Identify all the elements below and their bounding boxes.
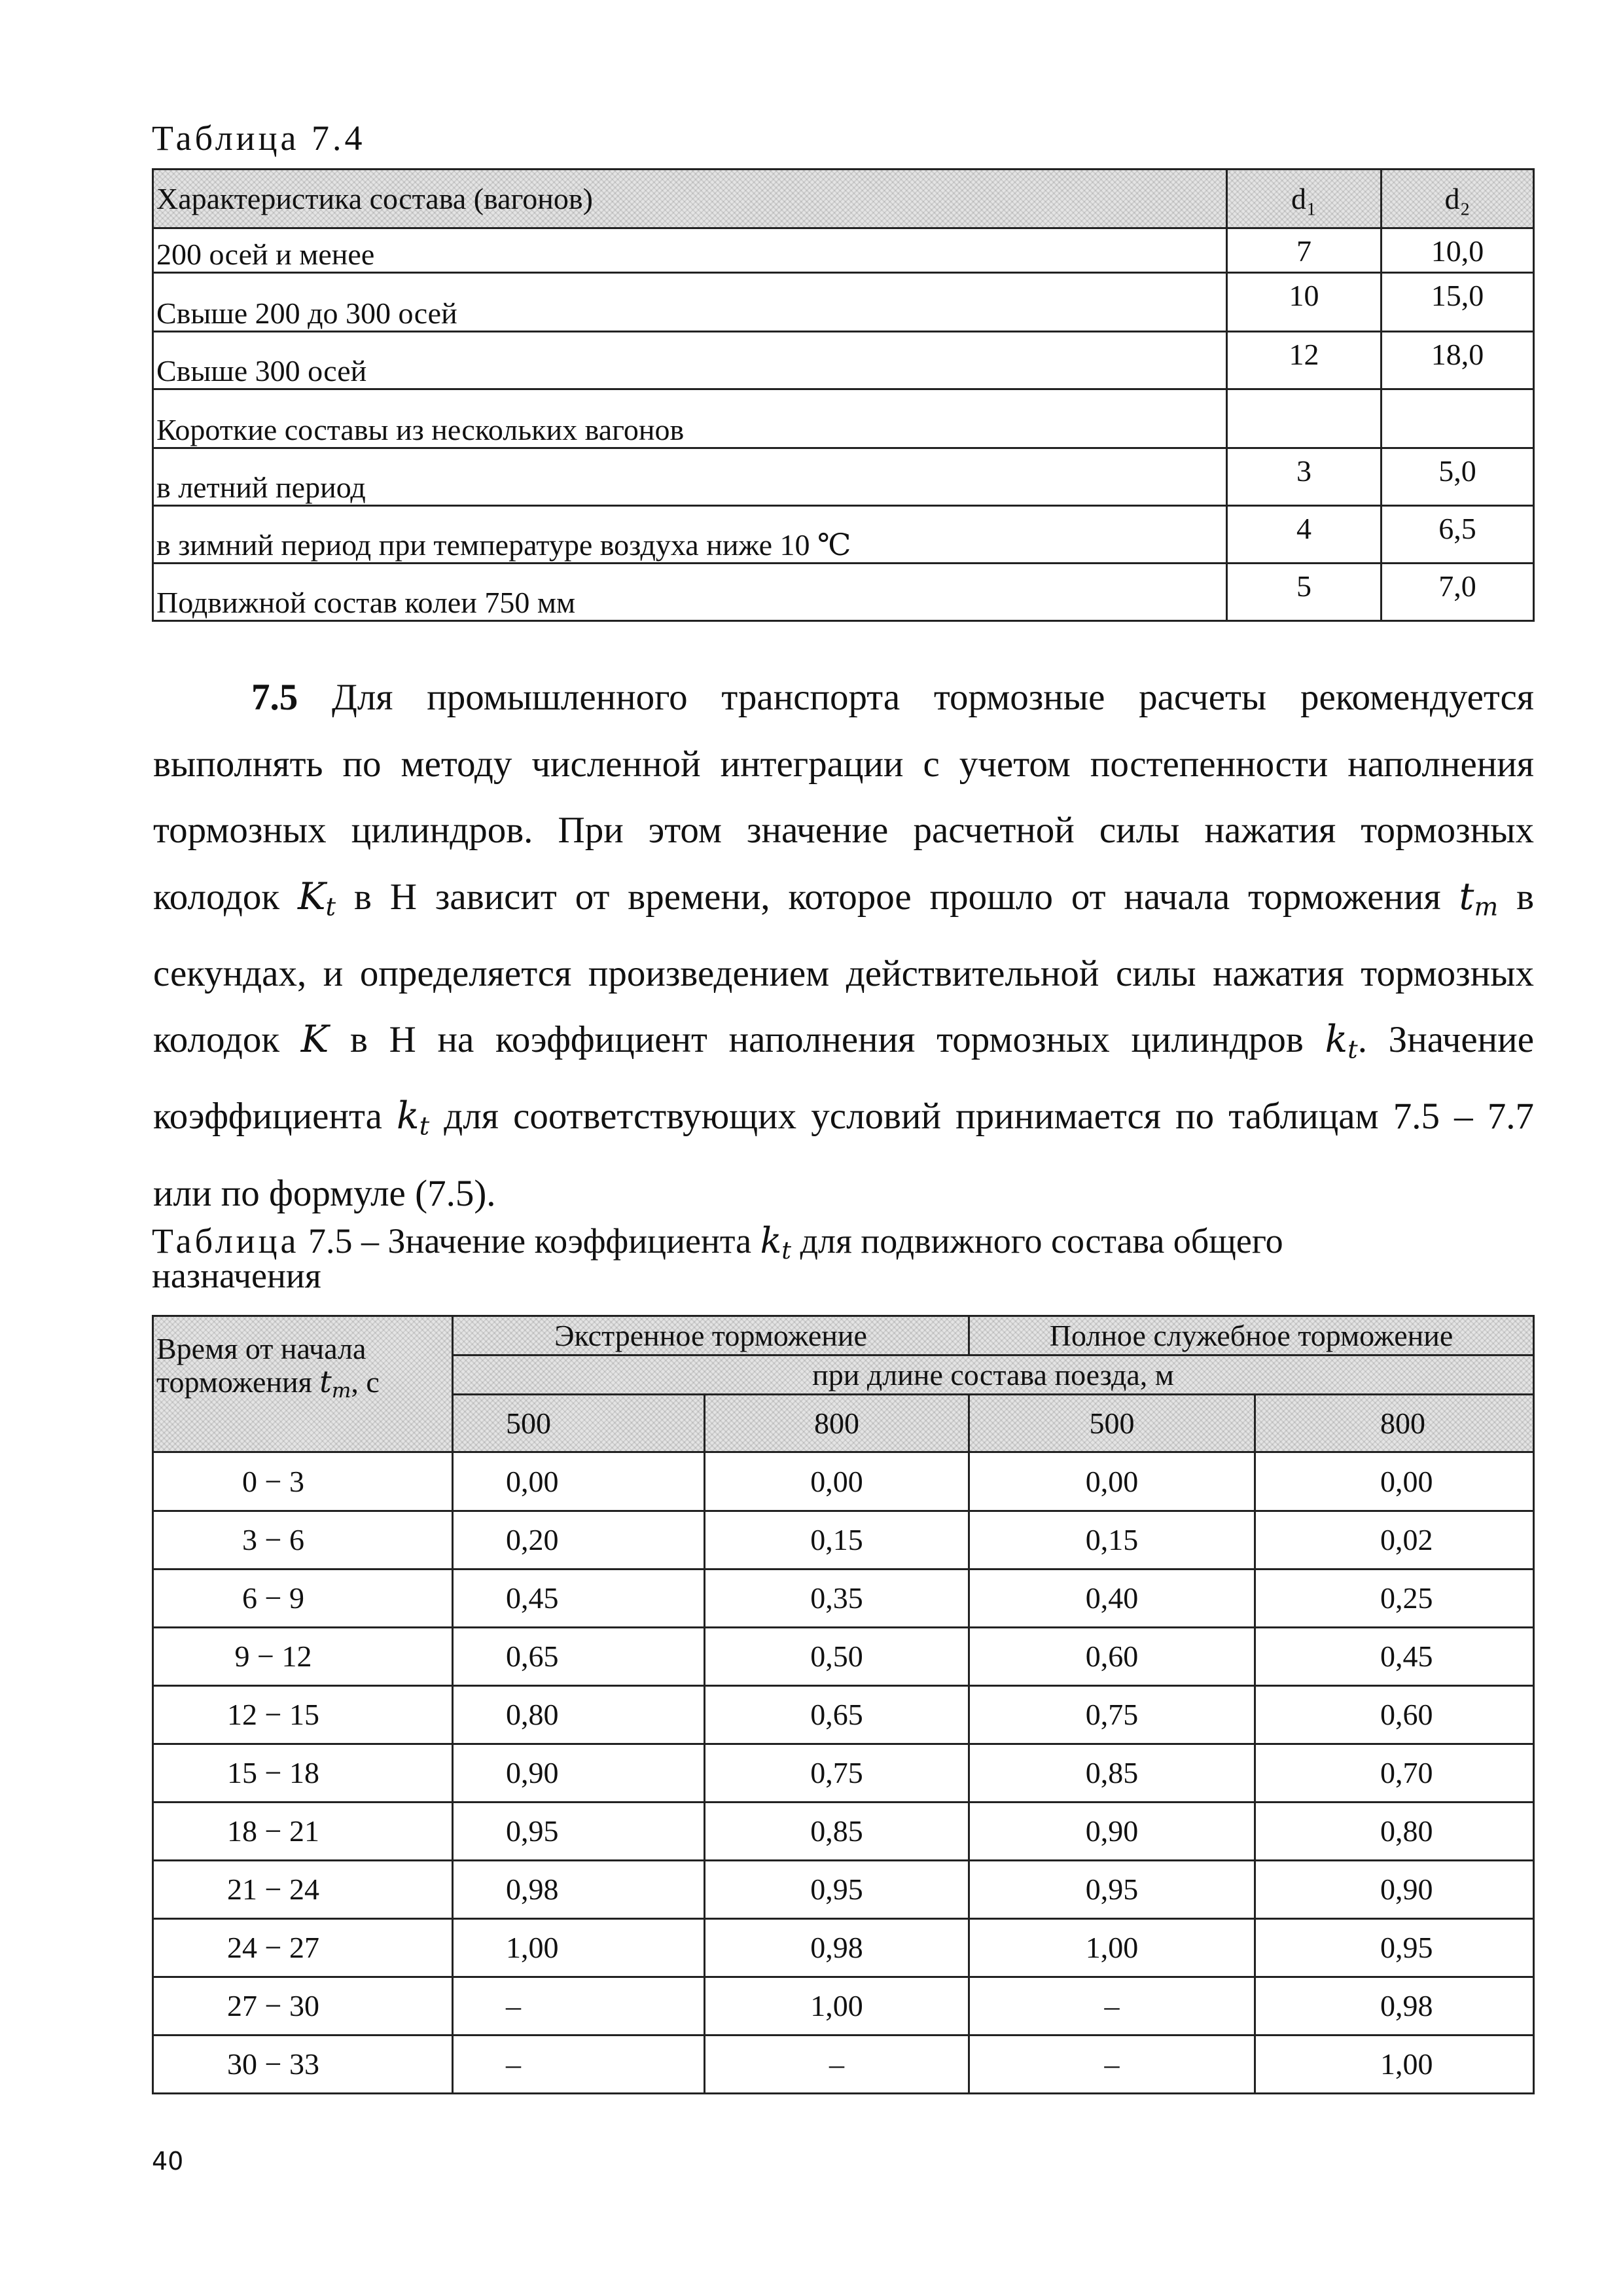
coefficient-value: – (453, 1977, 705, 2036)
coefficient-value: 0,90 (1255, 1861, 1534, 1919)
time-interval: 3 − 6 (153, 1511, 453, 1570)
value-d2: 5,0 (1382, 448, 1534, 506)
row-label: в летний период (153, 448, 1227, 506)
time-interval: 24 − 27 (153, 1919, 453, 1977)
coefficient-value: 0,02 (1255, 1511, 1534, 1570)
time-interval: 18 − 21 (153, 1803, 453, 1861)
coefficient-value: 1,00 (705, 1977, 969, 2036)
coefficient-value: 0,90 (969, 1803, 1255, 1861)
coefficient-value: 0,85 (705, 1803, 969, 1861)
coefficient-value: – (453, 2036, 705, 2094)
coefficient-value: 0,75 (969, 1686, 1255, 1744)
table-7-4-caption: Таблица 7.4 (152, 118, 366, 158)
table-row (153, 506, 1534, 564)
coefficient-value: 0,20 (453, 1511, 705, 1570)
table-row (153, 332, 1534, 389)
time-interval: 9 − 12 (153, 1628, 453, 1686)
coefficient-value: 0,50 (705, 1628, 969, 1686)
table-row (153, 1570, 1534, 1628)
time-interval: 12 − 15 (153, 1686, 453, 1744)
table-row (153, 1919, 1534, 1977)
time-interval: 21 − 24 (153, 1861, 453, 1919)
coefficient-value: 0,25 (1255, 1570, 1534, 1628)
coefficient-value: 0,15 (705, 1511, 969, 1570)
coefficient-value: – (969, 2036, 1255, 2094)
math-kt: $K_t$ (297, 874, 336, 922)
value-d1: 12 (1227, 332, 1382, 389)
coefficient-value: 0,15 (969, 1511, 1255, 1570)
coefficient-value: 1,00 (1255, 2036, 1534, 2094)
row-label: Свыше 300 осей (153, 332, 1227, 389)
table-row (153, 448, 1534, 506)
header-length-800: 800 (705, 1395, 969, 1452)
table-7-5-caption (152, 1221, 1539, 1296)
coefficient-value: 1,00 (969, 1919, 1255, 1977)
table-7-5 (152, 1315, 1535, 2094)
time-interval: 27 − 30 (153, 1977, 453, 2036)
coefficient-value: 0,65 (453, 1628, 705, 1686)
math-tm: $t_m$ (1459, 874, 1499, 922)
caption-line-2: назначения (152, 1256, 321, 1296)
row-label: 200 осей и менее (153, 228, 1227, 273)
header-service-braking: Полное служебное торможение (969, 1316, 1534, 1355)
row-label: в зимний период при температуре воздуха ниже 10 ℃ (153, 506, 1227, 564)
time-interval: 0 − 3 (153, 1452, 453, 1511)
header-length-500: 500 (453, 1395, 705, 1452)
value-d1: 4 (1227, 506, 1382, 564)
value-d1: 3 (1227, 448, 1382, 506)
header-d1: d₁ (1227, 170, 1382, 228)
paragraph-text: 7.5 Для промышленного транспорта тормозные расчеты рекомендуется выполнять по методу численной интеграции с учетом постепенности наполнения тормозных цилиндров. При этом значение расчетной силы нажатия тормозных колодок $K_t$ в Н зависит от времени, которое прошло от начала торможения $t_m$ в секундах, и определяется произведением действительной силы нажатия тормозных колодок K в Н на коэффициент наполнения тормозных цилиндров $k_t$. Значение коэффициента $k_t$ для соответствующих условий принимается по таблицам 7.5 – 7.7 или по формуле (7.5). (153, 677, 1534, 1214)
coefficient-value: 0,80 (453, 1686, 705, 1744)
header-length-800: 800 (1255, 1395, 1534, 1452)
table-row (153, 1803, 1534, 1861)
table-7-4 (152, 168, 1535, 622)
table-row (153, 228, 1534, 273)
table-header-row (153, 170, 1534, 228)
coefficient-value: 0,65 (705, 1686, 969, 1744)
page-number: 40 (152, 2147, 184, 2176)
coefficient-value: 0,80 (1255, 1803, 1534, 1861)
coefficient-value: 0,70 (1255, 1744, 1534, 1803)
header-time: Время от начала торможения $t_m$, с (153, 1316, 453, 1452)
header-length-500: 500 (969, 1395, 1255, 1452)
value-d1: 10 (1227, 273, 1382, 332)
header-d2: d₂ (1382, 170, 1534, 228)
value-d1: 5 (1227, 564, 1382, 621)
header-emergency-braking: Экстренное торможение (453, 1316, 969, 1355)
math-k: K (300, 1018, 329, 1062)
coefficient-value: 0,00 (1255, 1452, 1534, 1511)
coefficient-value: 0,60 (969, 1628, 1255, 1686)
table-row (153, 273, 1534, 332)
time-interval: 6 − 9 (153, 1570, 453, 1628)
coefficient-value: 0,98 (453, 1861, 705, 1919)
value-d2: 18,0 (1382, 332, 1534, 389)
caption-line-1: Таблица 7.5 – Значение коэффициента $k_t$ для подвижного состава общего (152, 1220, 1283, 1265)
table-row (153, 1452, 1534, 1511)
table-row (153, 1861, 1534, 1919)
coefficient-value: 0,95 (969, 1861, 1255, 1919)
time-interval: 30 − 33 (153, 2036, 453, 2094)
row-label: Свыше 200 до 300 осей (153, 273, 1227, 332)
coefficient-value: 0,00 (969, 1452, 1255, 1511)
header-characteristic: Характеристика состава (вагонов) (153, 170, 1227, 228)
coefficient-value: 0,35 (705, 1570, 969, 1628)
table-row (153, 1628, 1534, 1686)
value-d2 (1382, 389, 1534, 448)
coefficient-value: 0,98 (1255, 1977, 1534, 2036)
coefficient-value: 0,98 (705, 1919, 969, 1977)
math-kt-small: $k_t$ (1325, 1018, 1358, 1065)
coefficient-value: 0,40 (969, 1570, 1255, 1628)
coefficient-value: 0,00 (705, 1452, 969, 1511)
coefficient-value: 0,45 (453, 1570, 705, 1628)
coefficient-value: 0,45 (1255, 1628, 1534, 1686)
table-body (153, 1452, 1534, 2094)
coefficient-value: 0,75 (705, 1744, 969, 1803)
coefficient-value: 0,85 (969, 1744, 1255, 1803)
table-row (153, 389, 1534, 448)
paragraph-7-5 (153, 664, 1534, 1227)
table-row (153, 1511, 1534, 1570)
table-row (153, 1744, 1534, 1803)
coefficient-value: 0,90 (453, 1744, 705, 1803)
table-row (153, 1686, 1534, 1744)
coefficient-value: – (969, 1977, 1255, 2036)
row-label: Короткие составы из нескольких вагонов (153, 389, 1227, 448)
table-row (153, 2036, 1534, 2094)
coefficient-value: 0,95 (453, 1803, 705, 1861)
header-row-groups (153, 1316, 1534, 1355)
table-row (153, 564, 1534, 621)
value-d2: 15,0 (1382, 273, 1534, 332)
math-kt-small: $k_t$ (397, 1094, 430, 1142)
coefficient-value: 1,00 (453, 1919, 705, 1977)
value-d1 (1227, 389, 1382, 448)
coefficient-value: – (705, 2036, 969, 2094)
value-d1: 7 (1227, 228, 1382, 273)
coefficient-value: 0,00 (453, 1452, 705, 1511)
coefficient-value: 0,95 (705, 1861, 969, 1919)
coefficient-value: 0,95 (1255, 1919, 1534, 1977)
value-d2: 6,5 (1382, 506, 1534, 564)
header-train-length: при длине состава поезда, м (453, 1355, 1534, 1395)
value-d2: 10,0 (1382, 228, 1534, 273)
table-row (153, 1977, 1534, 2036)
row-label: Подвижной состав колеи 750 мм (153, 564, 1227, 621)
value-d2: 7,0 (1382, 564, 1534, 621)
coefficient-value: 0,60 (1255, 1686, 1534, 1744)
section-number: 7.5 (251, 677, 298, 718)
time-interval: 15 − 18 (153, 1744, 453, 1803)
